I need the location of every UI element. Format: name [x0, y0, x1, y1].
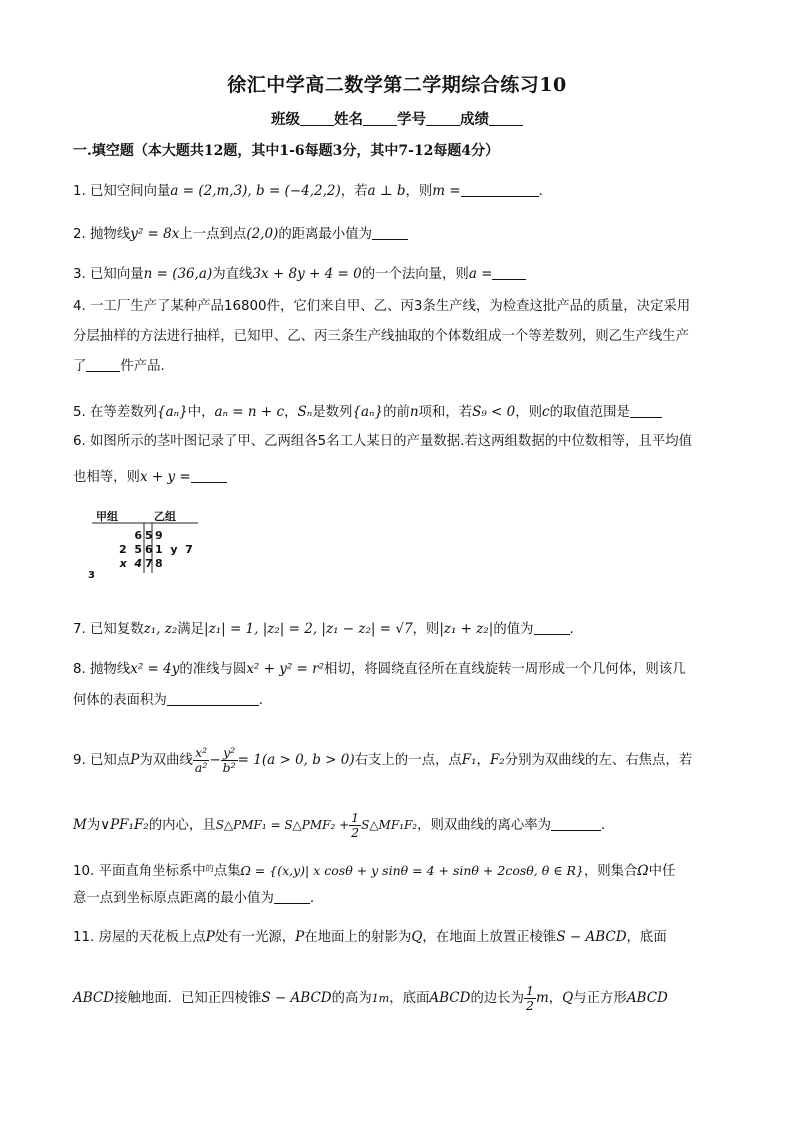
problem-text: ，若	[340, 184, 368, 199]
fraction-one-half-meter	[524, 984, 536, 1013]
problem-9-line-2	[73, 808, 605, 843]
problem-text: 件产品.	[120, 359, 165, 374]
problem-10-line-2	[73, 890, 314, 908]
problem-8	[73, 660, 686, 679]
stray-mark: 3	[88, 570, 95, 581]
math-expression: y² = 8x	[130, 226, 180, 242]
problem-text: 平面直角坐标系中	[98, 864, 206, 879]
problem-text: 了	[73, 359, 87, 374]
problem-text: 在等差数列	[90, 405, 157, 420]
answer-blank[interactable]	[534, 621, 570, 635]
problem-text: 的内心，且	[148, 818, 216, 833]
problem-number: 2.	[73, 227, 86, 242]
math-expression: ABCD	[429, 990, 471, 1006]
problem-11	[73, 928, 667, 947]
problem-text: 的	[205, 864, 214, 873]
math-expression: Q	[562, 990, 574, 1006]
answer-blank[interactable]	[372, 226, 408, 240]
math-expression: {aₙ}	[157, 404, 188, 420]
math-expression: {aₙ}	[352, 404, 384, 420]
problem-text: ，	[476, 753, 490, 768]
math-expression: 3x + 8y + 4 = 0	[252, 266, 362, 282]
problem-10	[73, 860, 675, 881]
score-label: 成绩	[460, 111, 489, 128]
problem-8-line-2	[73, 692, 263, 710]
math-expression: n = (36,a)	[143, 266, 213, 282]
problem-text: 的值为	[493, 622, 534, 637]
answer-blank[interactable]	[461, 183, 539, 197]
problem-text: 的距离最小值为	[278, 227, 373, 242]
problem-text: 点集	[213, 864, 241, 879]
problem-4-line-3	[73, 358, 165, 376]
answer-blank[interactable]	[274, 890, 310, 904]
problem-number: 6.	[73, 434, 86, 449]
problem-text: 为	[86, 818, 101, 833]
numerator: x²	[193, 746, 209, 761]
problem-text: 已知点	[90, 753, 131, 768]
problem-number: 11.	[73, 930, 95, 945]
math-expression: x² + y² = r²	[246, 661, 325, 677]
fraction-y2-b2	[221, 746, 238, 775]
punctuation: .	[601, 818, 606, 833]
problem-text: 如图所示的茎叶图记录了甲、乙两组各5名工人某日的产量数据.若这两组数据的中位数相等，且平均值	[90, 434, 693, 449]
problem-text: ，则双曲线的离心率为	[417, 818, 552, 833]
math-expression: a ⊥ b	[367, 183, 406, 199]
problem-text: 为双曲线	[139, 753, 193, 768]
class-blank[interactable]	[300, 111, 334, 126]
math-expression: S₉ < 0	[472, 404, 516, 420]
problem-11-line-2	[73, 978, 668, 1019]
math-expression: n	[409, 404, 419, 420]
math-expression: x + y =	[139, 469, 191, 485]
punctuation: .	[258, 693, 263, 708]
problem-6	[73, 433, 692, 451]
problem-1	[73, 182, 543, 201]
problem-7	[73, 620, 574, 639]
answer-blank[interactable]	[167, 692, 259, 706]
problem-5	[73, 403, 662, 422]
math-expression: P	[130, 752, 140, 768]
answer-blank[interactable]	[191, 469, 227, 483]
problem-text: 一工厂生产了某种产品16800件，它们来自甲、乙、丙3条生产线，为检查这批产品的质量，决定采用	[90, 299, 691, 314]
fraction-one-half	[349, 811, 361, 840]
student-id-label: 学号	[397, 111, 426, 128]
problem-text: 已知复数	[90, 622, 144, 637]
problem-text: 的取值范围是	[549, 405, 630, 420]
problem-text: 项和，若	[418, 405, 473, 420]
math-expression: S△PMF₁ = S△PMF₂ +	[215, 818, 350, 832]
answer-blank[interactable]	[492, 266, 526, 280]
name-blank[interactable]	[363, 111, 397, 126]
numerator: y²	[221, 746, 238, 761]
problem-text: ，在地面上放置正棱锥	[422, 930, 557, 945]
math-expression: z₁, z₂	[143, 621, 178, 637]
left-leaves: x 4	[119, 557, 142, 570]
page-title: 徐汇中学高二数学第二学期综合练习10	[227, 74, 567, 96]
math-expression: ∨PF₁F₂	[100, 817, 149, 833]
problem-3	[73, 265, 526, 284]
problem-number: 5.	[73, 405, 86, 420]
problem-text: 抛物线	[90, 662, 131, 677]
problem-text: 的前	[383, 405, 410, 420]
problem-number: 3.	[73, 267, 86, 282]
class-label: 班级	[271, 111, 300, 128]
math-expression: c	[542, 404, 550, 420]
answer-blank[interactable]	[86, 358, 120, 372]
stem-leaf-plot	[88, 508, 202, 588]
answer-blank[interactable]	[551, 817, 601, 831]
right-leaves: 1 y 7	[155, 543, 193, 556]
problem-text: ，则	[515, 405, 543, 420]
math-expression: = 1(a > 0, b > 0)	[237, 752, 355, 768]
problem-text: 上一点到点	[179, 227, 247, 242]
student-info-line	[0, 108, 794, 129]
problem-text: 满足	[177, 622, 205, 637]
problem-text: ，底面	[389, 991, 430, 1006]
problem-text: ，	[284, 405, 298, 420]
problem-text: 右支上的一点，点	[354, 753, 462, 768]
math-expression: M	[73, 817, 87, 833]
right-group-header: 乙组	[154, 510, 176, 523]
problem-text: 在地面上的射影为	[304, 930, 412, 945]
problem-text: 与正方形	[573, 991, 627, 1006]
left-leaves: 6	[134, 529, 142, 542]
math-expression: Sₙ	[297, 404, 313, 420]
math-expression: F₂	[489, 752, 505, 768]
math-expression: 1m	[371, 992, 390, 1005]
problem-text: 中任	[648, 864, 676, 879]
problem-number: 1.	[73, 184, 86, 199]
math-expression: −	[209, 752, 221, 768]
problem-number: 4.	[73, 299, 86, 314]
numerator: 1	[351, 809, 360, 825]
math-expression: S − ABCD	[261, 990, 332, 1006]
numerator: 1	[526, 982, 534, 998]
math-expression: ABCD	[73, 990, 115, 1006]
problem-text: 已知空间向量	[90, 184, 171, 199]
math-expression: m =	[432, 183, 461, 199]
problem-4	[73, 298, 690, 316]
problem-text: 分别为双曲线的左、右焦点，若	[504, 753, 693, 768]
problem-text: 抛物线	[90, 227, 131, 242]
math-expression: P	[295, 929, 305, 945]
stem-value: 7	[145, 557, 153, 570]
problem-text: 的边长为	[470, 991, 525, 1006]
math-expression: aₙ = n + c	[214, 404, 285, 420]
problem-number: 9.	[73, 753, 86, 768]
answer-blank[interactable]	[630, 404, 662, 418]
problem-text: 的一个法向量，则	[361, 267, 469, 282]
problem-text: ，	[548, 991, 563, 1006]
left-group-header: 甲组	[96, 510, 118, 523]
problem-text: 也相等，则	[73, 470, 140, 485]
problem-text: 房屋的天花板上点	[98, 930, 206, 945]
problem-number: 7.	[73, 622, 86, 637]
name-label: 姓名	[334, 111, 363, 128]
problem-text: 接触地面．已知正四棱锥	[114, 991, 262, 1006]
math-expression: |z₁| = 1, |z₂| = 2, |z₁ − z₂| = √7	[204, 621, 413, 637]
problem-9	[73, 740, 692, 781]
problem-text: 的准线与圆	[179, 662, 247, 677]
stem-value: 5	[145, 529, 153, 542]
problem-text: 是数列	[312, 405, 353, 420]
stem-value: 6	[145, 543, 153, 556]
problem-text: 相切，将圆绕直径所在直线旋转一周形成一个几何体，则该几	[324, 662, 686, 677]
punctuation: .	[309, 891, 315, 906]
math-expression: Ω	[637, 863, 649, 879]
math-expression: ABCD	[626, 990, 668, 1006]
math-expression: Ω = {(x,y)| x cosθ + y sinθ = 4 + sinθ + 2cosθ, θ ∈ R}	[240, 863, 584, 878]
math-expression: m	[535, 990, 549, 1006]
math-expression: a =	[468, 266, 493, 282]
math-expression: P	[205, 929, 215, 945]
math-expression: S − ABCD	[556, 929, 627, 945]
math-expression: a = (2,m,3), b = (−4,2,2)	[170, 183, 341, 199]
student-id-blank[interactable]	[426, 111, 460, 126]
math-expression: (2,0)	[246, 226, 279, 242]
fraction-x2-a2	[193, 746, 209, 775]
problem-text: 的高为	[331, 991, 372, 1006]
punctuation: .	[538, 184, 543, 199]
problem-text: ，则	[405, 184, 433, 199]
problem-text: ，则	[412, 622, 440, 637]
left-leaves: 2 5	[119, 543, 142, 556]
problem-number: 10.	[73, 864, 95, 879]
score-blank[interactable]	[489, 111, 523, 126]
denominator: 2	[526, 997, 534, 1013]
problem-4-line-2	[73, 328, 689, 346]
problem-text: 意一点到坐标原点距离的最小值为	[73, 891, 274, 906]
right-leaves: 8	[155, 557, 163, 570]
problem-text: 处有一光源，	[214, 930, 296, 945]
problem-text: ，底面	[626, 930, 667, 945]
right-leaves: 9	[155, 529, 163, 542]
problem-number: 8.	[73, 662, 86, 677]
math-expression: S△MF₁F₂	[361, 818, 418, 832]
problem-text: 已知向量	[90, 267, 144, 282]
math-expression: x² = 4y	[130, 661, 180, 677]
problem-text: ，则集合	[583, 864, 638, 879]
problem-text: 中，	[187, 405, 215, 420]
math-expression: |z₁ + z₂|	[439, 621, 494, 637]
problem-text: 何体的表面积为	[73, 693, 167, 708]
denominator: a²	[194, 759, 208, 775]
math-expression: F₁	[461, 752, 477, 768]
problem-text: 为直线	[212, 267, 253, 282]
problem-text: 分层抽样的方法进行抽样，已知甲、乙、丙三条生产线抽取的个体数组成一个等差数列，则乙生产线生产	[73, 329, 689, 344]
denominator: 2	[351, 824, 360, 840]
problem-6-line-2	[73, 468, 227, 487]
denominator: b²	[222, 759, 236, 775]
problem-2	[73, 225, 408, 244]
punctuation: .	[569, 622, 574, 637]
section-heading: 一.填空题（本大题共12题，其中1-6每题3分，其中7-12每题4分）	[73, 143, 500, 159]
math-expression: Q	[411, 929, 423, 945]
